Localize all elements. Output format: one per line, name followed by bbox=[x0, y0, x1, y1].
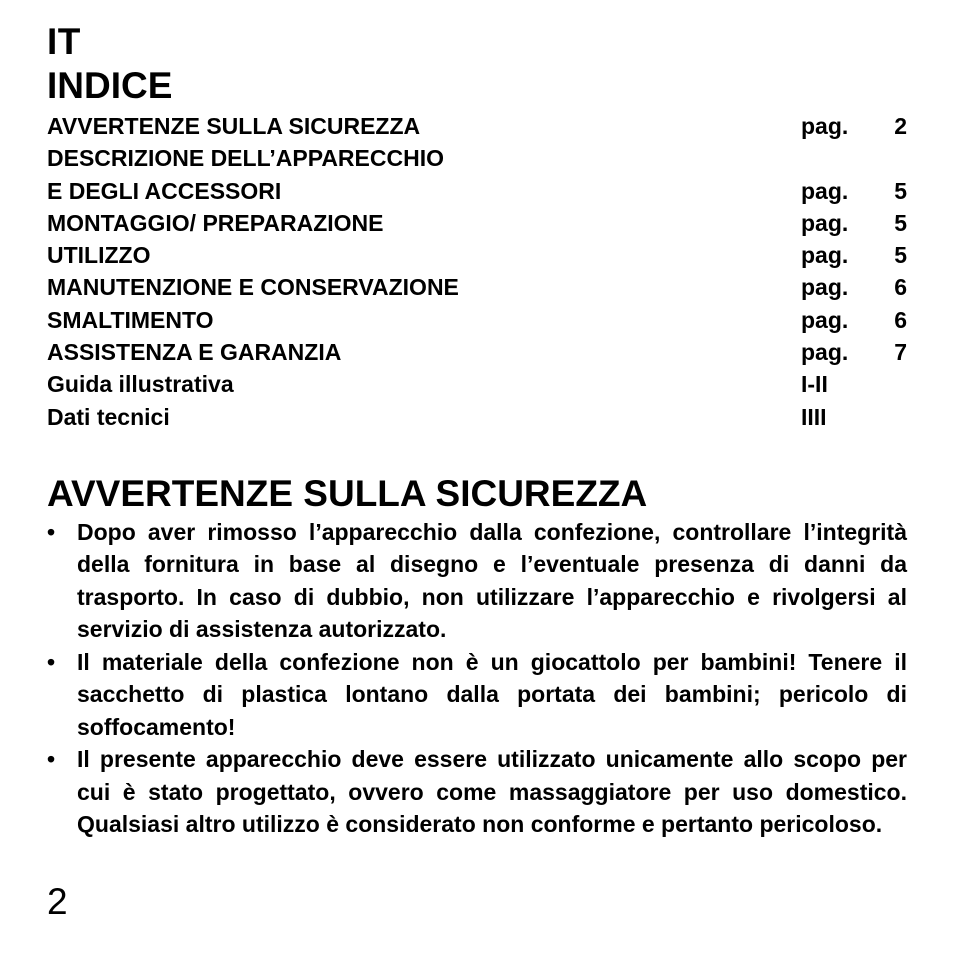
toc-entry-title: AVVERTENZE SULLA SICUREZZA bbox=[47, 113, 421, 139]
toc-row bbox=[47, 207, 907, 239]
toc-row bbox=[47, 239, 907, 271]
toc-entry-title: SMALTIMENTO bbox=[47, 306, 214, 333]
toc-page-label: pag. bbox=[801, 339, 849, 366]
table-of-contents bbox=[47, 110, 907, 433]
toc-page-label: pag. bbox=[801, 274, 849, 301]
toc-page-label: pag. bbox=[801, 306, 849, 333]
toc-entry-title: Guida illustrativa bbox=[47, 371, 234, 398]
warning-text: Il presente apparecchio deve essere utilizzato unicamente allo scopo per cui è stato progettato, ovvero come massaggiatore per uso domestico. Qualsiasi altro utilizzo è considerato non conforme e pertanto pericoloso. bbox=[77, 746, 907, 838]
bullet-icon: • bbox=[47, 518, 56, 545]
safety-warnings-list bbox=[47, 516, 907, 841]
toc-row bbox=[47, 142, 907, 174]
toc-roman-pages: I-II bbox=[801, 371, 828, 398]
toc-entry-title: MANUTENZIONE E CONSERVAZIONE bbox=[47, 274, 459, 301]
toc-page-label: pag. bbox=[801, 113, 849, 139]
toc-entry-title: DESCRIZIONE DELL’APPARECCHIO bbox=[47, 145, 444, 172]
bullet-icon: • bbox=[47, 746, 56, 773]
toc-page-number: 6 bbox=[894, 274, 907, 301]
toc-page-label: pag. bbox=[801, 242, 849, 269]
toc-page-number: 6 bbox=[894, 306, 907, 333]
language-code: IT bbox=[47, 21, 81, 62]
toc-row bbox=[47, 401, 907, 433]
bullet-icon: • bbox=[47, 648, 56, 675]
toc-row bbox=[47, 368, 907, 400]
toc-entry-title: ASSISTENZA E GARANZIA bbox=[47, 339, 342, 366]
manual-page bbox=[47, 20, 907, 841]
toc-entry-title: Dati tecnici bbox=[47, 403, 170, 430]
toc-page-number: 5 bbox=[894, 177, 907, 204]
toc-page-label: pag. bbox=[801, 177, 849, 204]
safety-section-title: AVVERTENZE SULLA SICUREZZA bbox=[47, 472, 648, 514]
warning-text: Dopo aver rimosso l’apparecchio dalla confezione, controllare l’integrità della fornitura in base al disegno e l’eventuale presenza di danni da trasporto. In caso di dubbio, non utilizzare l’apparecchio e rivolgersi al servizio di assistenza autorizzato. bbox=[77, 518, 907, 643]
page-number: 2 bbox=[47, 881, 68, 922]
toc-page-number: 7 bbox=[894, 339, 907, 366]
list-item bbox=[47, 646, 907, 744]
warning-text: Il materiale della confezione non è un giocattolo per bambini! Tenere il sacchetto di plastica lontano dalla portata dei bambini; pericolo di soffocamento! bbox=[77, 648, 907, 740]
toc-row bbox=[47, 271, 907, 303]
toc-entry-title: E DEGLI ACCESSORI bbox=[47, 177, 282, 204]
toc-row bbox=[47, 175, 907, 207]
toc-row bbox=[47, 336, 907, 368]
list-item bbox=[47, 516, 907, 646]
index-title: INDICE bbox=[47, 65, 173, 106]
toc-page-number: 5 bbox=[894, 209, 907, 236]
toc-entry-title: UTILIZZO bbox=[47, 242, 151, 269]
list-item bbox=[47, 743, 907, 841]
toc-entry-title: MONTAGGIO/ PREPARAZIONE bbox=[47, 209, 384, 236]
toc-roman-pages: IIII bbox=[801, 403, 827, 430]
toc-row bbox=[47, 110, 907, 142]
toc-page-label: pag. bbox=[801, 209, 849, 236]
toc-page-number: 2 bbox=[894, 113, 907, 139]
toc-row bbox=[47, 304, 907, 336]
toc-page-number: 5 bbox=[894, 242, 907, 269]
